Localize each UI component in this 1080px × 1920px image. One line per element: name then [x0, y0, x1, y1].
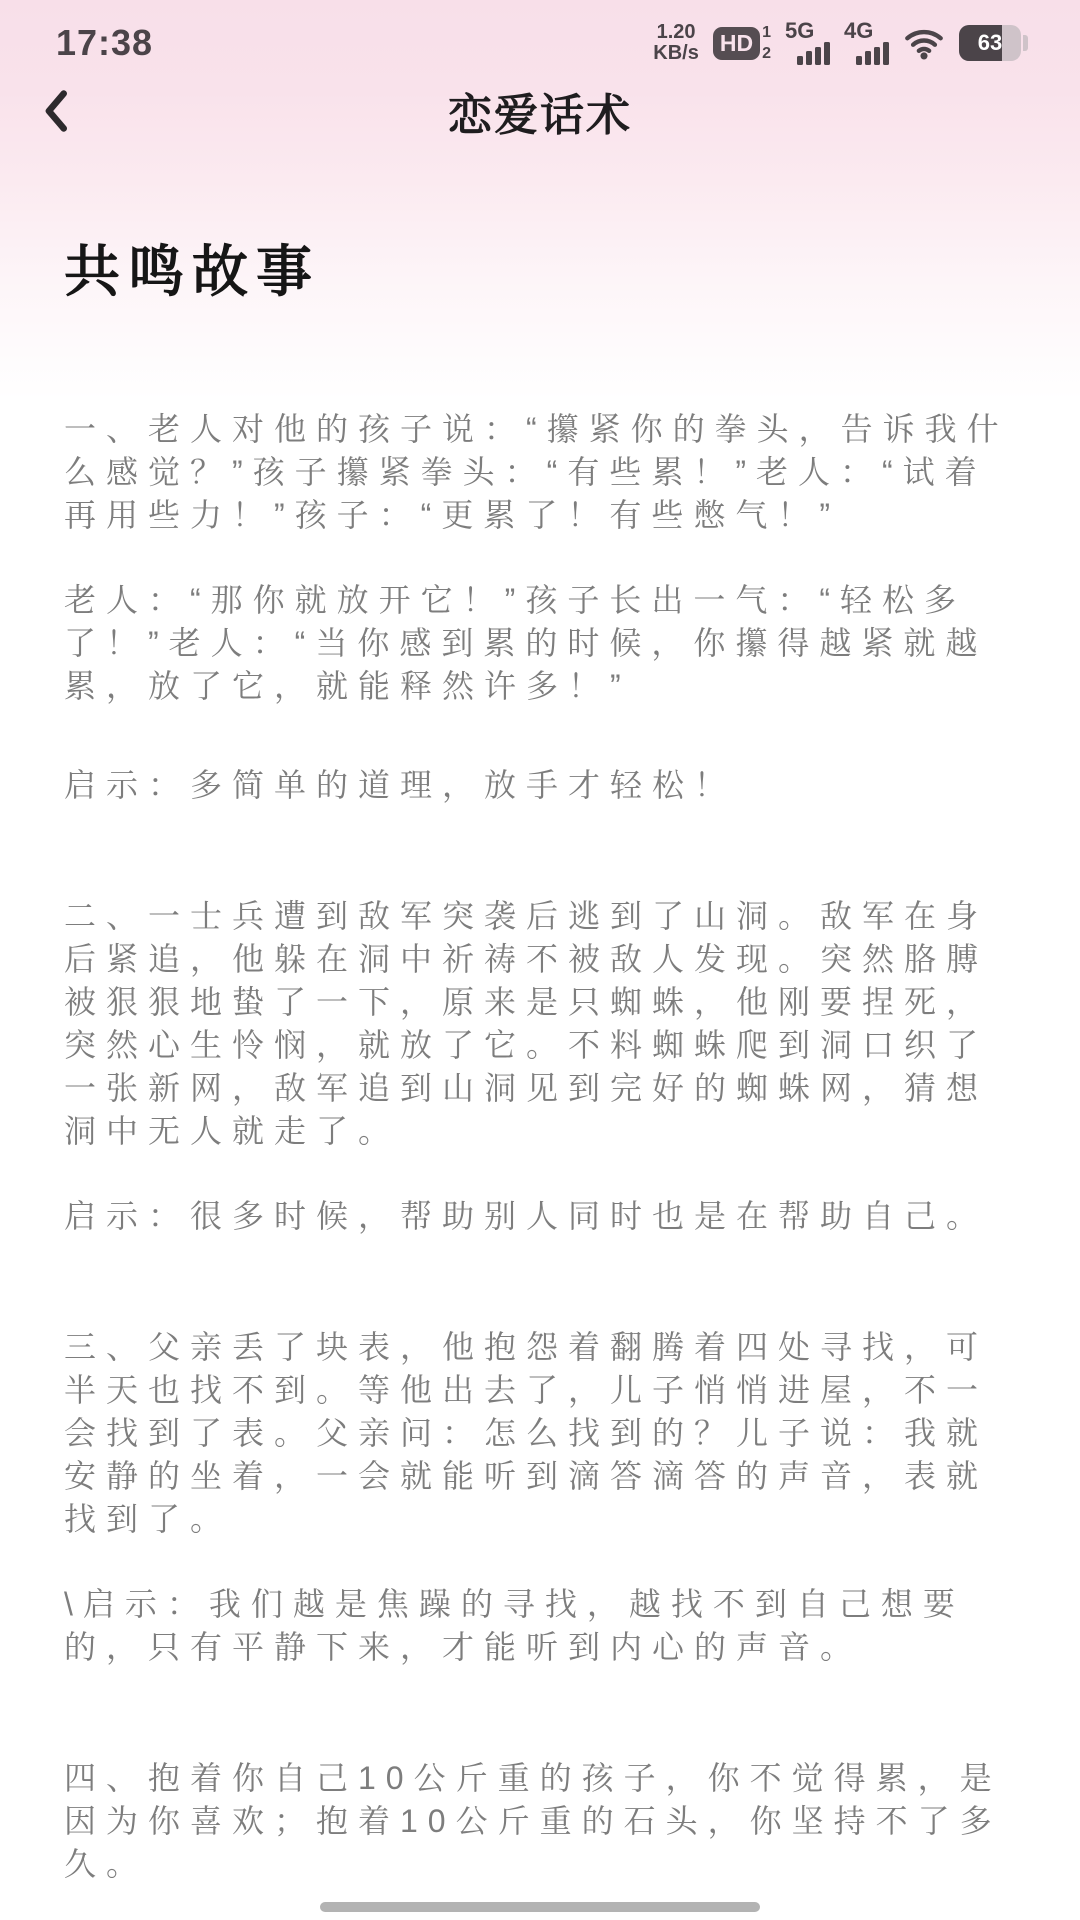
- signal-bar: [865, 51, 871, 65]
- battery-cap: [1023, 35, 1028, 51]
- signal-bar: [883, 42, 889, 65]
- article-content: [0, 240, 1080, 1886]
- network-type-4g-label: 4G: [844, 18, 874, 43]
- network-speed-unit: KB/s: [653, 42, 699, 64]
- signal-bars-icon: [797, 42, 830, 65]
- sim1-label: 1: [762, 24, 771, 41]
- battery-percent: 63: [977, 30, 1003, 55]
- battery-body: [959, 25, 1021, 61]
- signal-bar: [797, 56, 803, 65]
- story-moral: \启示：我们越是焦躁的寻找，越找不到自己想要的，只有平静下来，才能听到内心的声音。: [64, 1586, 965, 1665]
- story-paragraph: 四、抱着你自己10公斤重的孩子，你不觉得累，是因为你喜欢；抱着10公斤重的石头，你坚持不了多久。: [64, 1760, 1002, 1882]
- section-heading: 共鸣故事: [64, 240, 320, 303]
- volte-hd-indicator: [713, 24, 771, 62]
- title-bar: [0, 72, 1080, 150]
- page-title: 恋爱话术: [448, 91, 632, 140]
- network-type-5g-label: 5G: [785, 18, 815, 43]
- story-paragraph: 一、老人对他的孩子说：“攥紧你的拳头，告诉我什么感觉？”孩子攥紧拳头：“有些累！”老人：“试着再用些力！”孩子：“更累了！有些憋气！”: [64, 411, 1009, 533]
- battery-icon: [959, 25, 1028, 61]
- clock-text: 17:38: [56, 22, 154, 63]
- signal-bars-icon: [856, 42, 889, 65]
- status-icons-cluster: [653, 18, 1028, 65]
- sim2-label: 2: [762, 45, 771, 62]
- status-bar: [0, 0, 1080, 72]
- signal-bar: [856, 56, 862, 65]
- hd-icon: HD: [713, 27, 760, 60]
- wifi-icon: [903, 26, 945, 60]
- signal-bar: [806, 51, 812, 65]
- sim2-signal: [844, 18, 889, 65]
- signal-bar: [824, 42, 830, 65]
- story-paragraph: 三、父亲丢了块表，他抱怨着翻腾着四处寻找，可半天也找不到。等他出去了，儿子悄悄进屋，不一会找到了表。父亲问：怎么找到的？儿子说：我就安静的坐着，一会就能听到滴答滴答的声音，表就找到了。: [64, 1329, 989, 1537]
- sim-numbers: [762, 24, 771, 62]
- sim1-signal: [785, 18, 830, 65]
- signal-bar: [874, 47, 880, 65]
- story-moral: 启示：多简单的道理，放手才轻松！: [64, 767, 737, 803]
- story-text-block: [64, 408, 1016, 1886]
- back-button[interactable]: [34, 85, 78, 137]
- story-paragraph: 老人：“那你就放开它！”孩子长出一气：“轻松多了！”老人：“当你感到累的时候，你攥得越紧就越累，放了它，就能释然许多！”: [64, 582, 988, 704]
- network-speed-value: 1.20: [656, 21, 696, 43]
- chevron-left-icon: [41, 89, 71, 133]
- signal-bar: [815, 47, 821, 65]
- home-indicator-bar[interactable]: [320, 1902, 760, 1912]
- story-moral: 启示：很多时候，帮助别人同时也是在帮助自己。: [64, 1198, 989, 1234]
- network-speed: [653, 22, 699, 64]
- story-paragraph: 二、一士兵遭到敌军突袭后逃到了山洞。敌军在身后紧追，他躲在洞中祈祷不被敌人发现。突然胳膊被狠狠地蛰了一下，原来是只蜘蛛，他刚要捏死，突然心生怜悯，就放了它。不料蜘蛛爬到洞口织了一张新网，敌军追到山洞见到完好的蜘蛛网，猜想洞中无人就走了。: [64, 898, 989, 1149]
